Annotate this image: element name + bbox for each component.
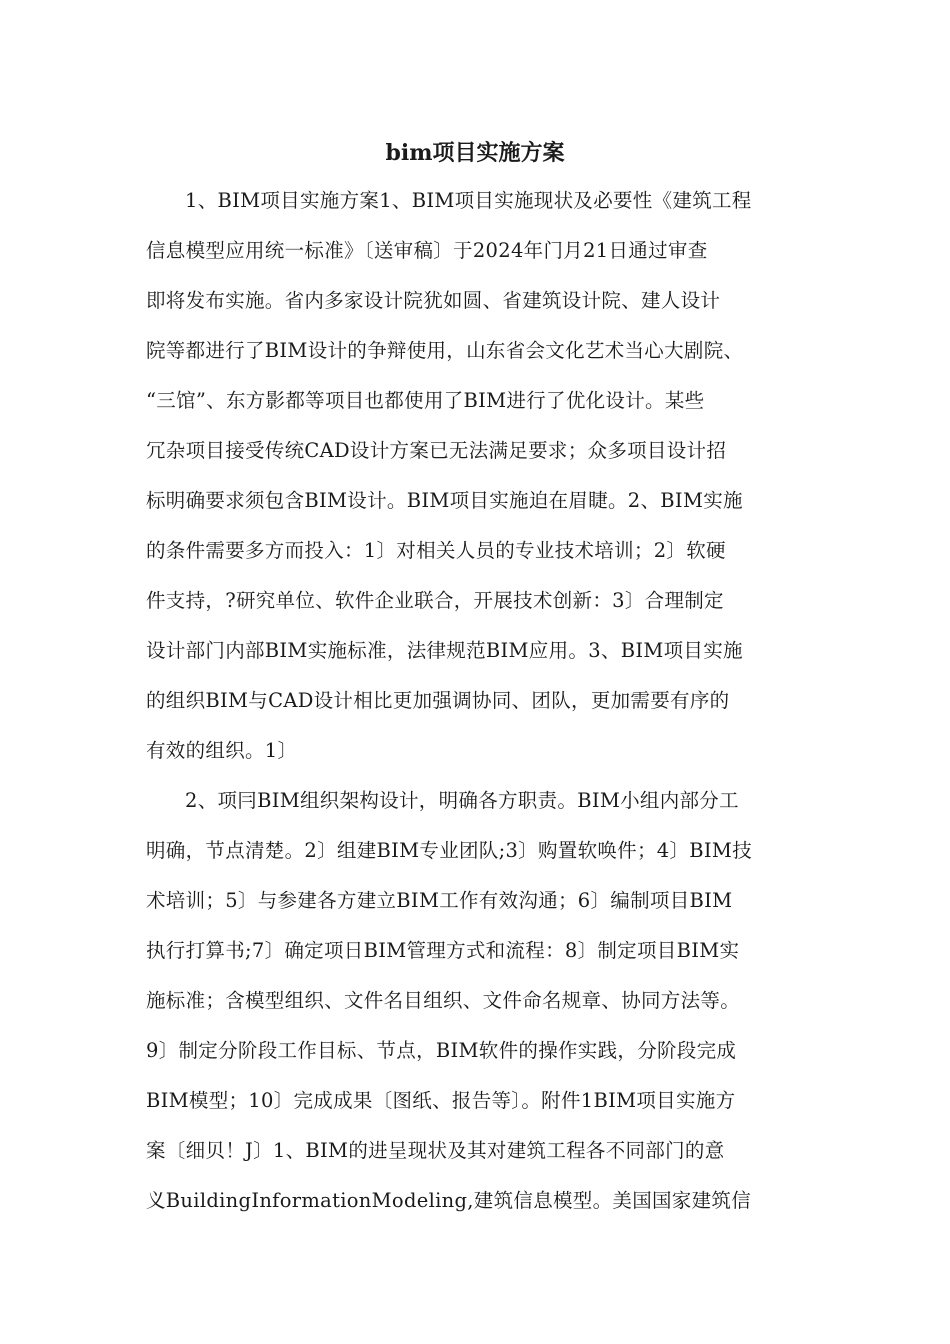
body-line: 明确，节点清楚。2〕组建BIM专业团队;3〕购置软唤件；4〕BIM技 bbox=[146, 839, 752, 862]
body-line: 术培训；5〕与参建各方建立BIM工作有效沟通；6〕编制项目BIM bbox=[146, 889, 733, 912]
body-line: 院等都进行了BIM设计的争辩使用，山东省会文化艺术当心大剧院、 bbox=[146, 339, 744, 362]
body-line: 施标准；含模型组织、文件名目组织、文件命名规章、协同方法等。 bbox=[146, 989, 741, 1012]
body-line: 标明确要求须包含BIM设计。BIM项目实施迫在眉睫。2、BIM实施 bbox=[146, 489, 743, 512]
body-line: 9〕制定分阶段工作目标、节点，BIM软件的操作实践，分阶段完成 bbox=[146, 1039, 737, 1062]
body-line: 的条件需要多方而投入：1〕对相关人员的专业技术培训；2〕软硬 bbox=[146, 539, 726, 562]
body-line: 信息模型应用统一标准》〔送审稿〕于2024年门月21日通过审查 bbox=[146, 239, 708, 262]
body-line: “三馆”、东方影都等项目也都使用了BIM进行了优化设计。某些 bbox=[146, 389, 705, 412]
body-line: BIM模型；10〕完成成果〔图纸、报告等〕。附件1BIM项目实施方 bbox=[146, 1089, 736, 1112]
body-line: 有效的组织。1〕 bbox=[146, 739, 298, 762]
body-line: 案〔细贝！J〕1、BIM的进呈现状及其对建筑工程各不同部门的意 bbox=[146, 1139, 725, 1162]
body-line: 设计部门内部BIM实施标准，法律规范BIM应用。3、BIM项目实施 bbox=[146, 639, 743, 662]
body-line: 件支持，?研究单位、软件企业联合，开展技术创新：3〕合理制定 bbox=[146, 589, 724, 612]
body-line: 即将发布实施。省内多家设计院犹如圆、省建筑设计院、建人设计 bbox=[146, 289, 721, 312]
body-line: 2、项冃BIM组织架构设计，明确各方职责。BIM小组内部分工 bbox=[185, 789, 739, 812]
body-line: 1、BIM项目实施方案1、BIM项目实施现状及必要性《建筑工程 bbox=[185, 189, 752, 212]
body-line: 义BuildingInformationModeling,建筑信息模型。美国国家建筑信 bbox=[146, 1189, 751, 1212]
document-title: bim项目实施方案 bbox=[385, 140, 565, 166]
body-line: 的组织BIM与CAD设计相比更加强调协同、团队，更加需要有序的 bbox=[146, 689, 730, 712]
body-line: 执行打算书;7〕确定项日BIM管理方式和流程：8〕制定项目BIM实 bbox=[146, 939, 740, 962]
body-line: 冗杂项目接受传统CAD设计方案已无法满足要求；众多项目设计招 bbox=[146, 439, 727, 462]
